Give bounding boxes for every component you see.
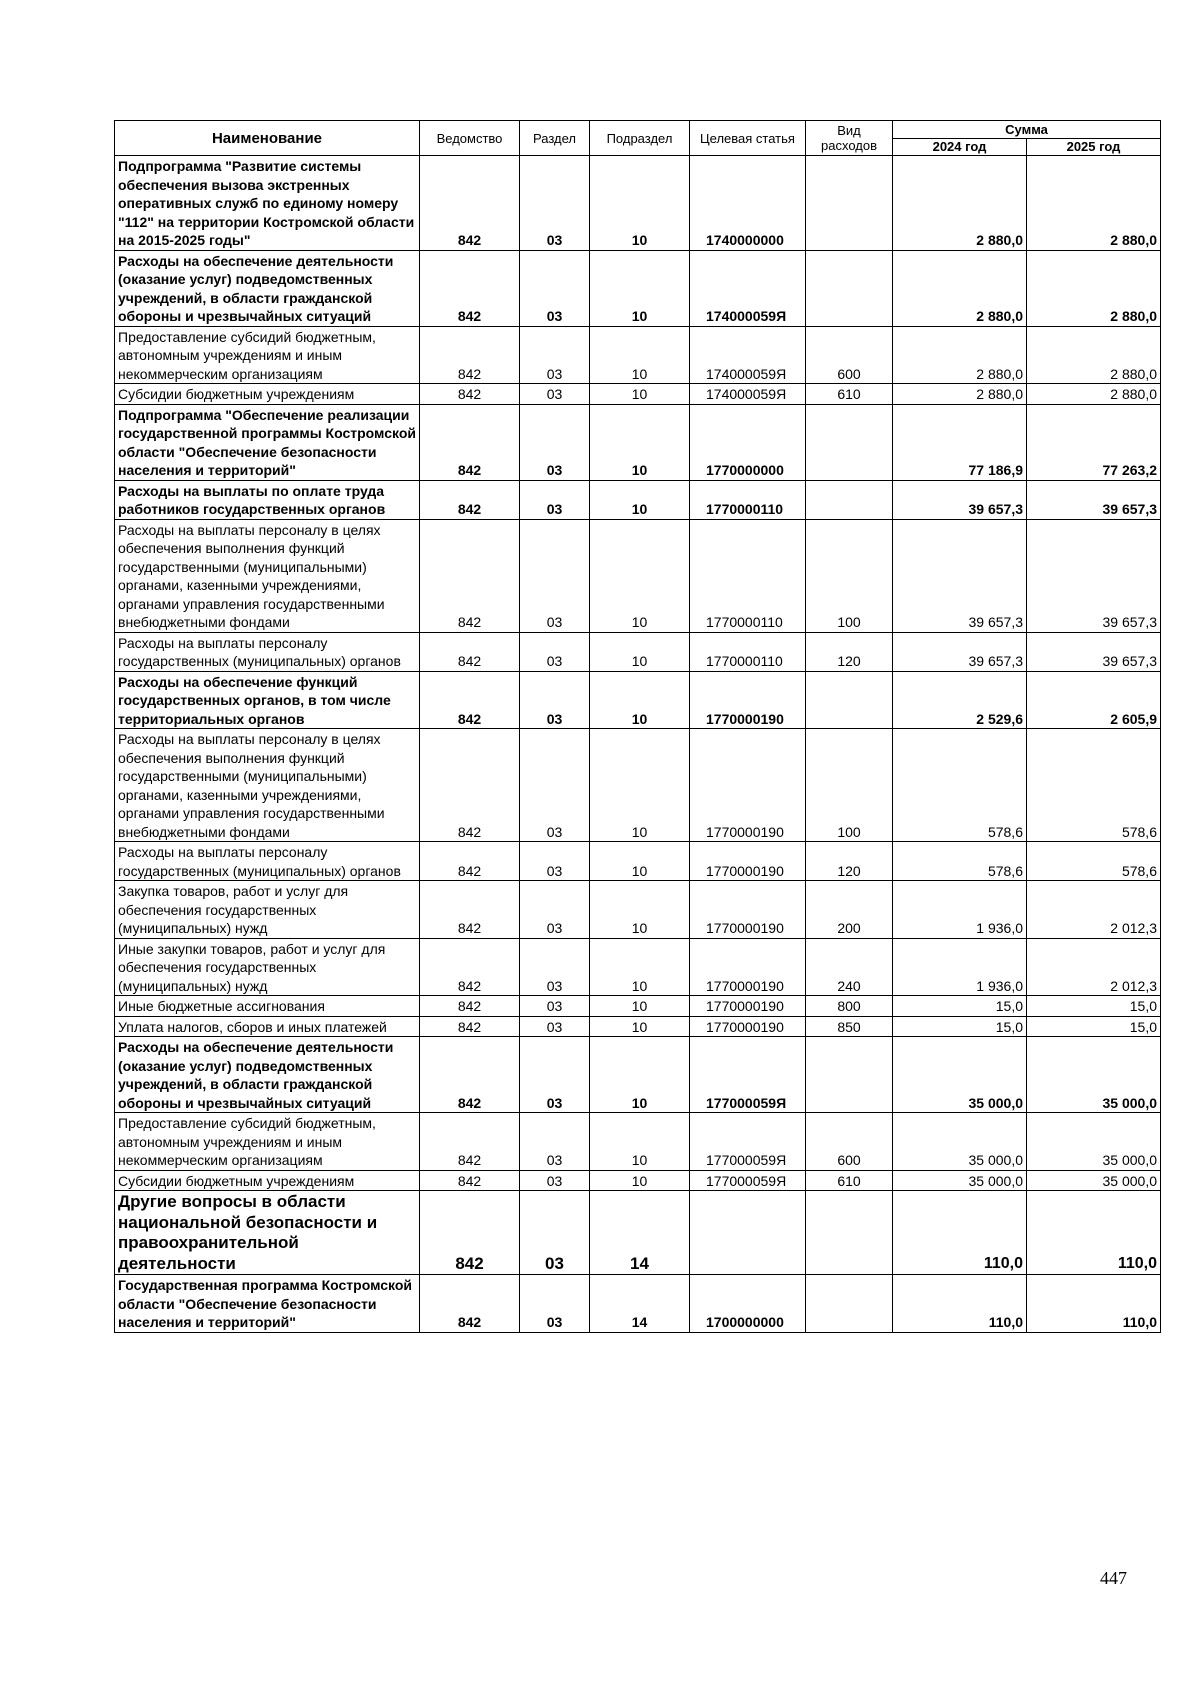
- row-dept: 842: [420, 881, 520, 939]
- row-name: Уплата налогов, сборов и иных платежей: [115, 1016, 420, 1037]
- row-name: Иные закупки товаров, работ и услуг для обеспечения государственных (муниципальных) нужд: [115, 938, 420, 996]
- row-section: 03: [520, 729, 590, 842]
- table-row: [115, 1275, 1161, 1333]
- row-subsection: 10: [590, 938, 690, 996]
- table-row: [115, 1037, 1161, 1113]
- row-subsection: 10: [590, 729, 690, 842]
- row-sum-2024: 77 186,9: [893, 404, 1027, 480]
- col-header-section: Раздел: [520, 121, 590, 156]
- row-sum-2025: 2 605,9: [1027, 671, 1161, 729]
- row-sum-2025: 35 000,0: [1027, 1037, 1161, 1113]
- row-sum-2024: 2 880,0: [893, 326, 1027, 384]
- row-dept: 842: [420, 1016, 520, 1037]
- row-sum-2025: 110,0: [1027, 1275, 1161, 1333]
- row-sum-2025: 39 657,3: [1027, 480, 1161, 519]
- row-exp-type: 100: [806, 519, 893, 632]
- row-target: 174000059Я: [690, 250, 806, 326]
- row-target: 1770000190: [690, 996, 806, 1017]
- row-target: 1770000110: [690, 632, 806, 671]
- row-sum-2025: 2 880,0: [1027, 384, 1161, 405]
- row-section: 03: [520, 938, 590, 996]
- row-exp-type: 850: [806, 1016, 893, 1037]
- row-name: Расходы на выплаты персоналу государственных (муниципальных) органов: [115, 842, 420, 881]
- row-name: Субсидии бюджетным учреждениям: [115, 384, 420, 405]
- table-row: [115, 1113, 1161, 1171]
- row-exp-type: 100: [806, 729, 893, 842]
- row-section: 03: [520, 842, 590, 881]
- page-number: 447: [1100, 1568, 1127, 1588]
- col-header-exp-type: Вид расходов: [806, 121, 893, 156]
- table-row: [115, 326, 1161, 384]
- row-name: Иные бюджетные ассигнования: [115, 996, 420, 1017]
- row-sum-2024: 15,0: [893, 1016, 1027, 1037]
- col-header-sum: Сумма: [893, 121, 1161, 139]
- row-sum-2025: 35 000,0: [1027, 1113, 1161, 1171]
- table-row: [115, 156, 1161, 251]
- row-name: Расходы на выплаты персоналу в целях обеспечения выполнения функций государственными (муниципальными) органами, казенными учреждениями, органами управления государственными внебюджетными фондами: [115, 729, 420, 842]
- row-sum-2024: 39 657,3: [893, 519, 1027, 632]
- row-section: 03: [520, 632, 590, 671]
- row-target: 1770000190: [690, 938, 806, 996]
- row-target: 1770000190: [690, 842, 806, 881]
- row-dept: 842: [420, 519, 520, 632]
- table-body: [115, 156, 1161, 1333]
- row-section: 03: [520, 519, 590, 632]
- row-name: Подпрограмма "Развитие системы обеспечения вызова экстренных оперативных служб по единому номеру "112" на территории Костромской области на 2015-2025 годы": [115, 156, 420, 251]
- row-target: 1740000000: [690, 156, 806, 251]
- row-subsection: 10: [590, 404, 690, 480]
- row-name: Расходы на обеспечение функций государственных органов, в том числе территориальных органов: [115, 671, 420, 729]
- row-exp-type: [806, 1037, 893, 1113]
- row-sum-2025: 578,6: [1027, 842, 1161, 881]
- table-row: [115, 404, 1161, 480]
- row-target: 1770000190: [690, 671, 806, 729]
- row-target: 1770000000: [690, 404, 806, 480]
- row-dept: 842: [420, 996, 520, 1017]
- col-header-target: Целевая статья: [690, 121, 806, 156]
- row-dept: 842: [420, 729, 520, 842]
- row-section: 03: [520, 881, 590, 939]
- table-row: [115, 632, 1161, 671]
- row-sum-2025: 15,0: [1027, 996, 1161, 1017]
- row-exp-type: 610: [806, 384, 893, 405]
- row-target: 177000059Я: [690, 1170, 806, 1191]
- row-section: 03: [520, 404, 590, 480]
- row-target: 174000059Я: [690, 384, 806, 405]
- row-section: 03: [520, 480, 590, 519]
- table-row: [115, 519, 1161, 632]
- row-subsection: 10: [590, 1037, 690, 1113]
- row-name: Государственная программа Костромской области "Обеспечение безопасности населения и территорий": [115, 1275, 420, 1333]
- row-sum-2024: 2 529,6: [893, 671, 1027, 729]
- row-subsection: 10: [590, 996, 690, 1017]
- row-target: 177000059Я: [690, 1113, 806, 1171]
- row-exp-type: [806, 480, 893, 519]
- row-dept: 842: [420, 632, 520, 671]
- row-name: Предоставление субсидий бюджетным, автономным учреждениям и иным некоммерческим организациям: [115, 1113, 420, 1171]
- table-row: [115, 671, 1161, 729]
- col-header-dept: Ведомство: [420, 121, 520, 156]
- row-sum-2024: 39 657,3: [893, 480, 1027, 519]
- budget-table: [114, 120, 1161, 1333]
- row-name: Расходы на обеспечение деятельности (оказание услуг) подведомственных учреждений, в области гражданской обороны и чрезвычайных ситуаций: [115, 1037, 420, 1113]
- row-target: 177000059Я: [690, 1037, 806, 1113]
- row-sum-2024: 35 000,0: [893, 1113, 1027, 1171]
- row-target: 1770000190: [690, 881, 806, 939]
- row-exp-type: 120: [806, 632, 893, 671]
- row-sum-2025: 110,0: [1027, 1191, 1161, 1275]
- row-sum-2024: 2 880,0: [893, 250, 1027, 326]
- row-subsection: 10: [590, 250, 690, 326]
- row-sum-2024: 35 000,0: [893, 1170, 1027, 1191]
- row-subsection: 10: [590, 632, 690, 671]
- row-section: 03: [520, 1016, 590, 1037]
- row-sum-2025: 39 657,3: [1027, 519, 1161, 632]
- row-subsection: 10: [590, 326, 690, 384]
- row-sum-2024: 15,0: [893, 996, 1027, 1017]
- row-exp-type: [806, 1191, 893, 1275]
- row-name: Субсидии бюджетным учреждениям: [115, 1170, 420, 1191]
- row-dept: 842: [420, 480, 520, 519]
- row-sum-2025: 2 012,3: [1027, 938, 1161, 996]
- row-target: 1770000110: [690, 519, 806, 632]
- row-section: 03: [520, 156, 590, 251]
- row-name: Закупка товаров, работ и услуг для обеспечения государственных (муниципальных) нужд: [115, 881, 420, 939]
- row-name: Расходы на обеспечение деятельности (оказание услуг) подведомственных учреждений, в области гражданской обороны и чрезвычайных ситуаций: [115, 250, 420, 326]
- row-sum-2024: 39 657,3: [893, 632, 1027, 671]
- row-dept: 842: [420, 1037, 520, 1113]
- row-sum-2024: 110,0: [893, 1275, 1027, 1333]
- row-exp-type: 610: [806, 1170, 893, 1191]
- row-target: 1700000000: [690, 1275, 806, 1333]
- table-row: [115, 729, 1161, 842]
- row-dept: 842: [420, 1191, 520, 1275]
- row-section: 03: [520, 384, 590, 405]
- row-sum-2024: 35 000,0: [893, 1037, 1027, 1113]
- col-header-subsection: Подраздел: [590, 121, 690, 156]
- row-section: 03: [520, 326, 590, 384]
- row-sum-2025: 39 657,3: [1027, 632, 1161, 671]
- row-sum-2024: 578,6: [893, 729, 1027, 842]
- table-row: [115, 1016, 1161, 1037]
- row-dept: 842: [420, 1113, 520, 1171]
- row-exp-type: 800: [806, 996, 893, 1017]
- row-subsection: 10: [590, 1113, 690, 1171]
- row-target: [690, 1191, 806, 1275]
- row-section: 03: [520, 1191, 590, 1275]
- row-target: 1770000190: [690, 1016, 806, 1037]
- row-dept: 842: [420, 384, 520, 405]
- col-header-2024: 2024 год: [893, 139, 1027, 156]
- row-name: Другие вопросы в области национальной безопасности и правоохранительной деятельности: [115, 1191, 420, 1275]
- row-name: Предоставление субсидий бюджетным, автономным учреждениям и иным некоммерческим организациям: [115, 326, 420, 384]
- row-name: Подпрограмма "Обеспечение реализации государственной программы Костромской области "Обеспечение безопасности населения и территорий": [115, 404, 420, 480]
- row-subsection: 14: [590, 1191, 690, 1275]
- row-dept: 842: [420, 1170, 520, 1191]
- header-row: [115, 121, 1161, 139]
- row-dept: 842: [420, 938, 520, 996]
- row-sum-2024: 1 936,0: [893, 881, 1027, 939]
- row-subsection: 10: [590, 881, 690, 939]
- row-section: 03: [520, 1275, 590, 1333]
- row-section: 03: [520, 250, 590, 326]
- row-dept: 842: [420, 1275, 520, 1333]
- table-row: [115, 938, 1161, 996]
- row-section: 03: [520, 1113, 590, 1171]
- table-row: [115, 842, 1161, 881]
- row-exp-type: 600: [806, 326, 893, 384]
- row-exp-type: 120: [806, 842, 893, 881]
- row-sum-2025: 2 880,0: [1027, 326, 1161, 384]
- row-sum-2024: 110,0: [893, 1191, 1027, 1275]
- row-section: 03: [520, 1170, 590, 1191]
- row-exp-type: [806, 1275, 893, 1333]
- row-subsection: 10: [590, 480, 690, 519]
- row-target: 174000059Я: [690, 326, 806, 384]
- table-row: [115, 881, 1161, 939]
- table-row: [115, 480, 1161, 519]
- row-exp-type: 200: [806, 881, 893, 939]
- row-dept: 842: [420, 326, 520, 384]
- row-exp-type: 240: [806, 938, 893, 996]
- row-dept: 842: [420, 671, 520, 729]
- row-subsection: 10: [590, 842, 690, 881]
- row-name: Расходы на выплаты персоналу государственных (муниципальных) органов: [115, 632, 420, 671]
- row-sum-2024: 2 880,0: [893, 384, 1027, 405]
- table-row: [115, 250, 1161, 326]
- row-exp-type: [806, 671, 893, 729]
- row-sum-2024: 1 936,0: [893, 938, 1027, 996]
- row-name: Расходы на выплаты по оплате труда работников государственных органов: [115, 480, 420, 519]
- row-sum-2025: 2 880,0: [1027, 250, 1161, 326]
- row-subsection: 14: [590, 1275, 690, 1333]
- table-row: [115, 996, 1161, 1017]
- row-dept: 842: [420, 250, 520, 326]
- row-sum-2025: 578,6: [1027, 729, 1161, 842]
- row-sum-2025: 2 880,0: [1027, 156, 1161, 251]
- row-dept: 842: [420, 404, 520, 480]
- row-sum-2025: 15,0: [1027, 1016, 1161, 1037]
- row-exp-type: 600: [806, 1113, 893, 1171]
- row-sum-2025: 77 263,2: [1027, 404, 1161, 480]
- row-subsection: 10: [590, 384, 690, 405]
- row-section: 03: [520, 996, 590, 1017]
- row-section: 03: [520, 671, 590, 729]
- row-dept: 842: [420, 156, 520, 251]
- row-subsection: 10: [590, 519, 690, 632]
- row-sum-2025: 35 000,0: [1027, 1170, 1161, 1191]
- row-sum-2024: 578,6: [893, 842, 1027, 881]
- row-sum-2024: 2 880,0: [893, 156, 1027, 251]
- table-row: [115, 1170, 1161, 1191]
- row-subsection: 10: [590, 1016, 690, 1037]
- table-row: [115, 1191, 1161, 1275]
- row-target: 1770000110: [690, 480, 806, 519]
- row-dept: 842: [420, 842, 520, 881]
- row-section: 03: [520, 1037, 590, 1113]
- table-row: [115, 384, 1161, 405]
- row-target: 1770000190: [690, 729, 806, 842]
- row-subsection: 10: [590, 671, 690, 729]
- row-exp-type: [806, 250, 893, 326]
- col-header-2025: 2025 год: [1027, 139, 1161, 156]
- row-exp-type: [806, 404, 893, 480]
- col-header-name: Наименование: [115, 121, 420, 156]
- row-subsection: 10: [590, 1170, 690, 1191]
- row-name: Расходы на выплаты персоналу в целях обеспечения выполнения функций государственными (муниципальными) органами, казенными учреждениями, органами управления государственными внебюджетными фондами: [115, 519, 420, 632]
- row-subsection: 10: [590, 156, 690, 251]
- row-exp-type: [806, 156, 893, 251]
- row-sum-2025: 2 012,3: [1027, 881, 1161, 939]
